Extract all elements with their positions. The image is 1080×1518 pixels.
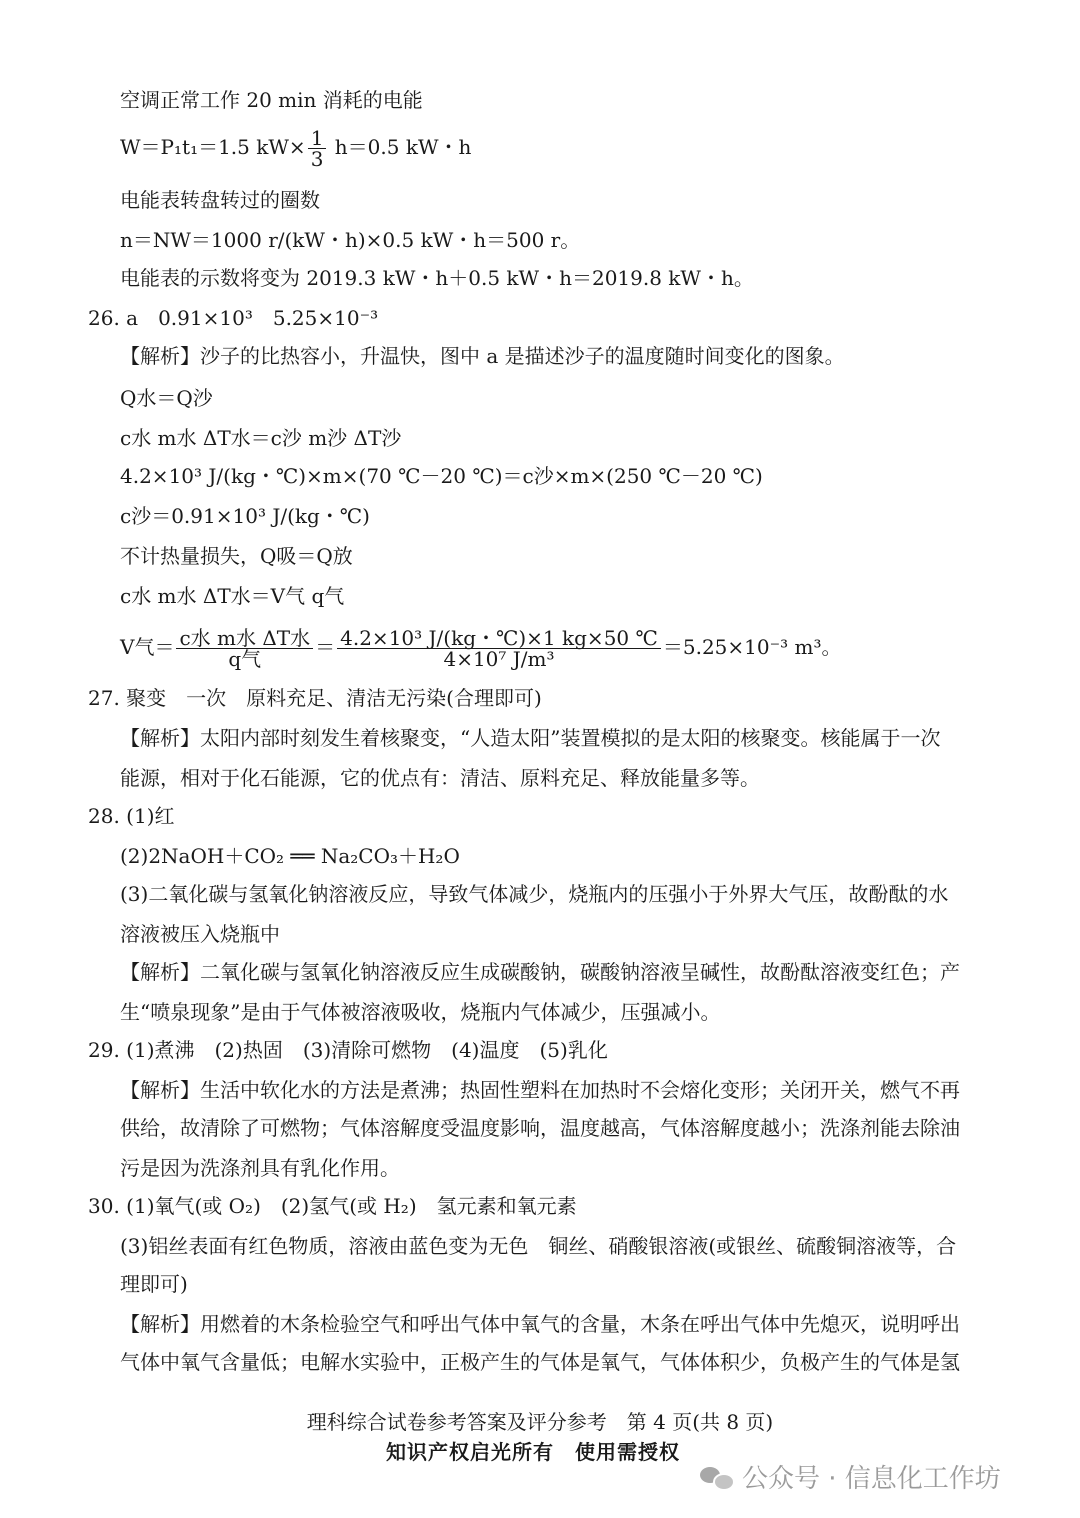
explanation: 【解析】用燃着的木条检验空气和呼出气体中氧气的含量，木条在呼出气体中先熄灭，说明呼出: [120, 1312, 960, 1336]
formula-line: c水 m水 ΔT水＝V气 q气: [120, 584, 345, 608]
explanation: 气体中氧气含量低；电解水实验中，正极产生的气体是氧气，气体体积少，负极产生的气体是氢: [120, 1350, 960, 1374]
formula-line: c水 m水 ΔT水＝c沙 m沙 ΔT沙: [120, 426, 402, 450]
text-line: 电能表的示数将变为 2019.3 kW・h＋0.5 kW・h＝2019.8 kW・h。: [120, 266, 754, 290]
formula-energy: [120, 128, 471, 169]
question-28: 28. (1)红: [88, 804, 175, 828]
text-line: n＝NW＝1000 r/(kW・h)×0.5 kW・h＝500 r。: [120, 228, 581, 252]
question-29: 29. (1)煮沸 (2)热固 (3)清除可燃物 (4)温度 (5)乳化: [88, 1038, 608, 1062]
answer-line: (3)铝丝表面有红色物质，溶液由蓝色变为无色 铜丝、硝酸银溶液(或银丝、硫酸铜溶液等，合: [120, 1234, 957, 1258]
question-27: 27. 聚变 一次 原料充足、清洁无污染(合理即可): [88, 686, 542, 710]
chemical-equation: (2)2NaOH＋CO₂ ══ Na₂CO₃＋H₂O: [120, 844, 460, 868]
fraction: [337, 628, 661, 669]
fraction-denominator: q气: [228, 647, 262, 671]
formula-line: Q水＝Q沙: [120, 386, 213, 410]
formula-line: 4.2×10³ J/(kg・℃)×m×(70 ℃－20 ℃)＝c沙×m×(250 ℃－20 ℃): [120, 464, 763, 488]
explanation: 生“喷泉现象”是由于气体被溶液吸收，烧瓶内气体减少，压强减小。: [120, 1000, 721, 1024]
explanation: 能源，相对于化石能源，它的优点有：清洁、原料充足、释放能量多等。: [120, 766, 760, 790]
answer-line: 理即可): [120, 1272, 188, 1296]
answer-line: (3)二氧化碳与氢氧化钠溶液反应，导致气体减少，烧瓶内的压强小于外界大气压，故酚酞的水: [120, 882, 949, 906]
formula-volume: [120, 628, 842, 669]
formula-part: h＝0.5 kW・h: [334, 135, 472, 159]
page-footer: 理科综合试卷参考答案及评分参考 第 4 页(共 8 页): [306, 1410, 774, 1434]
answer-line: 溶液被压入烧瓶中: [120, 922, 280, 946]
fraction: [308, 128, 327, 169]
fraction: [176, 628, 313, 669]
fraction-numerator: 4.2×10³ J/(kg・℃)×1 kg×50 ℃: [337, 628, 661, 649]
formula-line: c沙＝0.91×10³ J/(kg・℃): [120, 504, 370, 528]
text-line: 电能表转盘转过的圈数: [120, 188, 320, 212]
formula-part: W＝P₁t₁＝1.5 kW×: [120, 135, 306, 159]
explanation: 【解析】太阳内部时刻发生着核聚变，“人造太阳”装置模拟的是太阳的核聚变。核能属于一次: [120, 726, 941, 750]
formula-part: ＝5.25×10⁻³ m³。: [662, 635, 842, 659]
explanation: 供给，故清除了可燃物；气体溶解度受温度影响，温度越高，气体溶解度越小；洗涤剂能去除油: [120, 1116, 960, 1140]
explanation: 【解析】二氧化碳与氢氧化钠溶液反应生成碳酸钠，碳酸钠溶液呈碱性，故酚酞溶液变红色；产: [120, 960, 960, 984]
explanation: 【解析】生活中软化水的方法是煮沸；热固性塑料在加热时不会熔化变形；关闭开关，燃气不再: [120, 1078, 960, 1102]
fraction-numerator: 1: [308, 128, 327, 149]
fraction-denominator: 3: [310, 147, 324, 171]
explanation: 污是因为洗涤剂具有乳化作用。: [120, 1156, 400, 1180]
formula-part: ＝: [315, 635, 336, 659]
question-30: 30. (1)氧气(或 O₂) (2)氢气(或 H₂) 氢元素和氧元素: [88, 1194, 577, 1218]
fraction-numerator: c水 m水 ΔT水: [176, 628, 313, 649]
explanation: 【解析】沙子的比热容小，升温快，图中 a 是描述沙子的温度随时间变化的图象。: [120, 344, 845, 368]
watermark: [700, 1458, 1001, 1495]
copyright-notice: 知识产权启光所有 使用需授权: [386, 1440, 680, 1464]
question-26: 26. a 0.91×10³ 5.25×10⁻³: [88, 306, 379, 330]
formula-part: V气＝: [120, 635, 175, 659]
fraction-denominator: 4×10⁷ J/m³: [443, 647, 555, 671]
text-line: 不计热量损失，Q吸＝Q放: [120, 544, 353, 568]
wechat-icon: [700, 1464, 734, 1490]
watermark-text: 公众号 · 信息化工作坊: [742, 1464, 1001, 1494]
text-line: 空调正常工作 20 min 消耗的电能: [120, 88, 423, 112]
